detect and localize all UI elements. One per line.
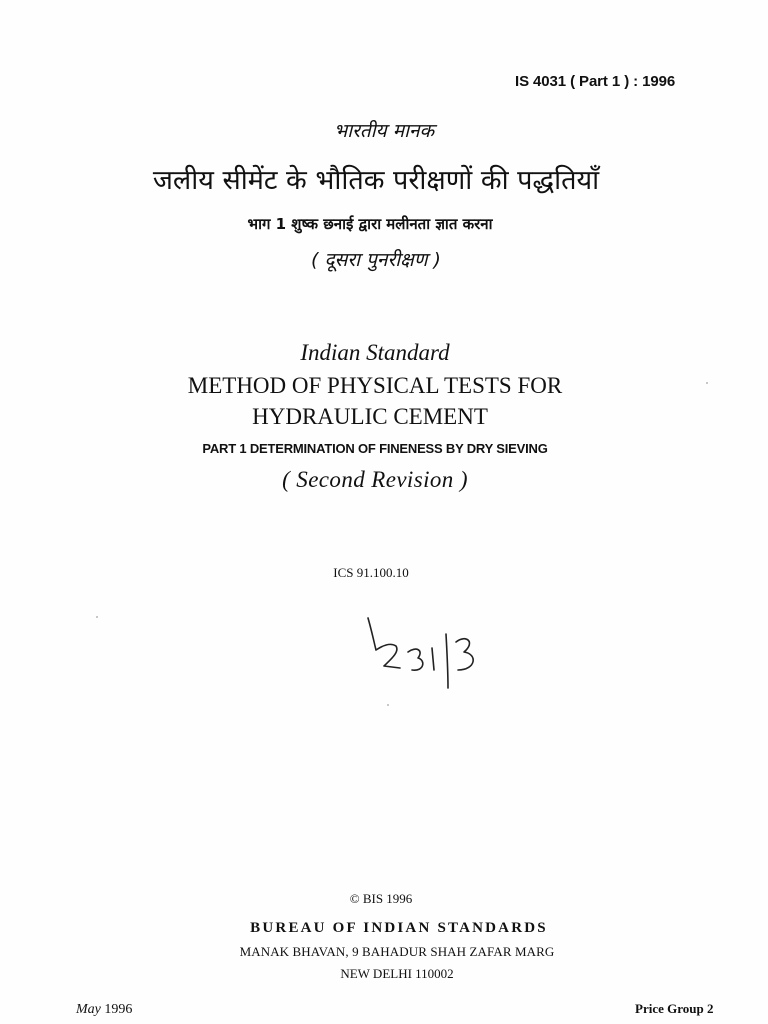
english-part-subtitle: PART 1 DETERMINATION OF FINENESS BY DRY SIEVING — [202, 441, 548, 456]
ics-code: ICS 91.100.10 — [333, 565, 409, 580]
copyright-notice: © BIS 1996 — [349, 891, 413, 906]
english-title-line-2: HYDRAULIC CEMENT — [252, 404, 488, 429]
publisher-address-line-2: NEW DELHI 110002 — [340, 966, 454, 981]
hindi-title: जलीय सीमेंट के भौतिक परीक्षणों की पद्धतियाँ — [152, 165, 600, 196]
hindi-revision: ( दूसरा पुनरीक्षण ) — [311, 249, 441, 271]
publication-date — [76, 1002, 132, 1018]
handwritten-annotation — [360, 612, 500, 692]
english-revision: ( Second Revision ) — [282, 467, 468, 492]
publication-month: May — [76, 1002, 101, 1017]
publication-year: 1996 — [104, 1002, 133, 1017]
publisher-address-line-1: MANAK BHAVAN, 9 BAHADUR SHAH ZAFAR MARG — [239, 944, 555, 959]
scan-speck — [96, 616, 98, 618]
document-number: IS 4031 ( Part 1 ) : 1996 — [515, 73, 676, 90]
hindi-part-subtitle: भाग 1 शुष्क छनाई द्वारा मलीनता ज्ञात करना — [247, 215, 493, 233]
scan-speck — [706, 382, 708, 384]
english-standard-label: Indian Standard — [300, 340, 450, 365]
publisher-name: BUREAU OF INDIAN STANDARDS — [250, 920, 548, 936]
english-title-line-1: METHOD OF PHYSICAL TESTS FOR — [187, 373, 563, 398]
price-group: Price Group 2 — [635, 1001, 714, 1016]
scan-speck — [387, 704, 389, 706]
hindi-standard-label: भारतीय मानक — [333, 120, 435, 142]
